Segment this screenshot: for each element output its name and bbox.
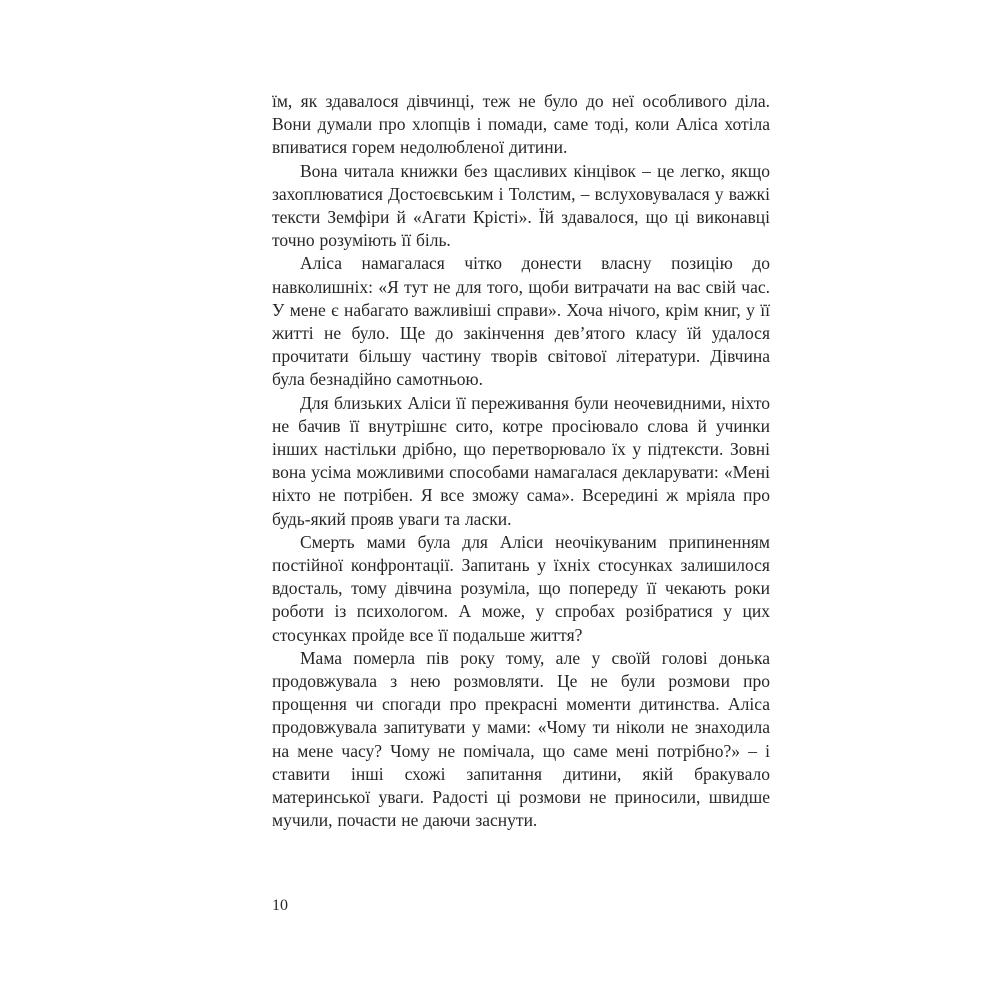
paragraph: Мама померла пів року тому, але у своїй голові донька продовжувала з нею розмовляти. Це не були розмови про прощення чи спогади про прекрасні моменти дитинства. Аліса продовжувала запитувати у мами: «Чому ти ніколи не знаходила на мене часу? Чому не помічала, що саме мені потрібно?» – і ставити інші схожі запитання дитини, якій бракувало материнської уваги. Радості ці розмови не приносили, швидше мучили, почасти не даючи заснути. [272, 647, 770, 831]
paragraph: Для близьких Аліси її переживання були неочевидними, ніхто не бачив її внутрішнє сито, котре просіювало слова й учинки інших настільки дрібно, що перетворювало їх у підтексти. Зовні вона усіма можливими способами намагалася декларувати: «Мені ніхто не потрібен. Я все зможу сама». Всередині ж мріяла про будь-який прояв уваги та ласки. [272, 392, 770, 529]
paragraph: Вона читала книжки без щасливих кінцівок – це легко, якщо захоплюватися Достоєвським і Толстим, – вслуховувалася у важкі тексти Земфіри й «Агати Крісті». Їй здавалося, що ці виконавці точно розуміють її біль. [272, 160, 770, 251]
paragraph-continuation: їм, як здавалося дівчинці, теж не було до неї особливого діла. Вони думали про хлопців і помади, саме тоді, коли Аліса хотіла впиватися горем недолюбленої дитини. [272, 91, 770, 158]
paragraph: Смерть мами була для Аліси неочікуваним припиненням постійної конфронтації. Запитань у їхніх стосунках залишилося вдосталь, тому дівчина розуміла, що попереду її чекають роки роботи із психологом. А може, у спробах розібратися у цих стосунках пройде все її подальше життя? [272, 531, 770, 645]
page-number: 10 [272, 897, 288, 914]
text-block [272, 90, 770, 833]
paragraph: Аліса намагалася чітко донести власну позицію до навколишніх: «Я тут не для того, щоби витрачати на вас свій час. У мене є набагато важливіші справи». Хоча нічого, крім книг, у її житті не було. Ще до закінчення дев’ятого класу їй удалося прочитати більшу частину творів світової літератури. Дівчина була безнадійно самотньою. [272, 253, 770, 390]
